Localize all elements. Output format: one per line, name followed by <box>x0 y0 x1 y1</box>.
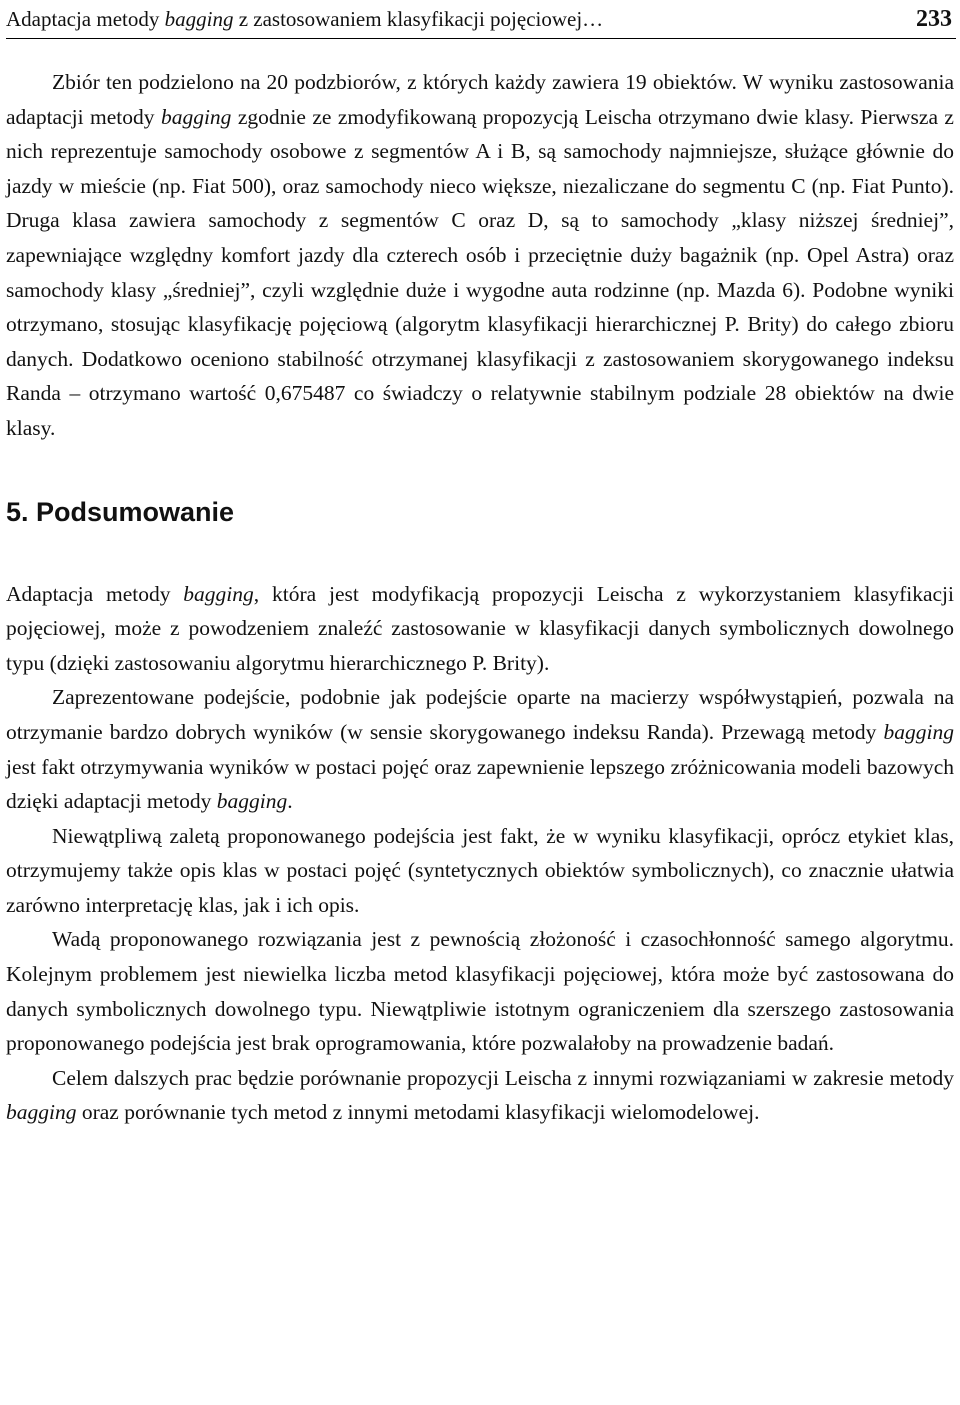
running-title-part1: Adaptacja metody <box>6 7 165 31</box>
summary-paragraph-4: Wadą proponowanego rozwiązania jest z pewnością złożoność i czasochłonność samego algorytmu. Kolejnym problemem jest niewielka liczba metod klasyfikacji pojęciowej, która może być zastosowana do danych symbolicznych dowolnego typu. Niewątpliwie istotnym ograniczeniem dla szerszego zastosowania proponowanego podejścia jest brak oprogramowania, które pozwalałoby na prowadzenie badań. <box>6 927 954 1056</box>
running-title-part2: z zastosowaniem klasyfikacji pojęciowej… <box>233 7 604 31</box>
page-number: 233 <box>916 6 952 32</box>
section-heading-summary: 5. Podsumowanie <box>6 496 235 527</box>
summary-paragraph-3: Niewątpliwą zaletą proponowanego podejścia jest fakt, że w wyniku klasyfikacji, oprócz etykiet klas, otrzymujemy także opis klas w postaci pojęć (syntetycznych obiektów symbolicznych), co znacznie ułatwia zarówno interpretację klas, jak i ich opis. <box>6 823 954 917</box>
running-title <box>6 0 603 38</box>
summary-paragraph-1: Adaptacja metody bagging, która jest modyfikacją propozycji Leischa z wykorzystaniem klasyfikacji pojęciowej, może z powodzeniem znaleźć zastosowanie w klasyfikacji danych symbolicznych dowolnego typu (dzięki zastosowaniu algorytmu hierarchicznego P. Brity). <box>6 581 954 675</box>
paragraph-results: Zbiór ten podzielono na 20 podzbiorów, z których każdy zawiera 19 obiektów. W wyniku zastosowania adaptacji metody bagging zgodnie ze zmodyfikowaną propozycją Leischa otrzymano dwie klasy. Pierwsza z nich reprezentuje samochody osobowe z segmentów A i B, są samochody najmniejsze, służące głównie do jazdy w mieście (np. Fiat 500), oraz samochody nieco większe, niezaliczane do segmentu C (np. Fiat Punto). Druga klasa zawiera samochody z segmentów C oraz D, są to samochody „klasy niższej średniej”, zapewniające względny komfort jazdy dla czterech osób i przeciętnie duży bagażnik (np. Opel Astra) oraz samochody klasy „średniej”, czyli względnie duże i wygodne auta rodzinne (np. Mazda 6). Podobne wyniki otrzymano, stosując klasyfikację pojęciową (algorytm klasyfikacji hierarchicznej P. Brity) do całego zbioru danych. Dodatkowo oceniono stabilność otrzymanej klasyfikacji z zastosowaniem skorygowanego indeksu Randa – otrzymano wartość 0,675487 co świadczy o relatywnie stabilnym podziale 28 obiektów na dwie klasy. <box>6 70 954 440</box>
page-body <box>6 65 954 1130</box>
summary-paragraph-5: Celem dalszych prac będzie porównanie propozycji Leischa z innymi rozwiązaniami w zakresie metody bagging oraz porównanie tych metod z innymi metodami klasyfikacji wielomodelowej. <box>6 1065 954 1125</box>
running-header <box>6 0 956 39</box>
summary-paragraph-2: Zaprezentowane podejście, podobnie jak podejście oparte na macierzy współwystąpień, pozwala na otrzymanie bardzo dobrych wyników (w sensie skorygowanego indeksu Randa). Przewagą metody bagging jest fakt otrzymywania wyników w postaci pojęć oraz zapewnienie lepszego zróżnicowania modeli bazowych dzięki adaptacji metody bagging. <box>6 685 954 814</box>
running-title-emphasis: bagging <box>164 7 234 31</box>
